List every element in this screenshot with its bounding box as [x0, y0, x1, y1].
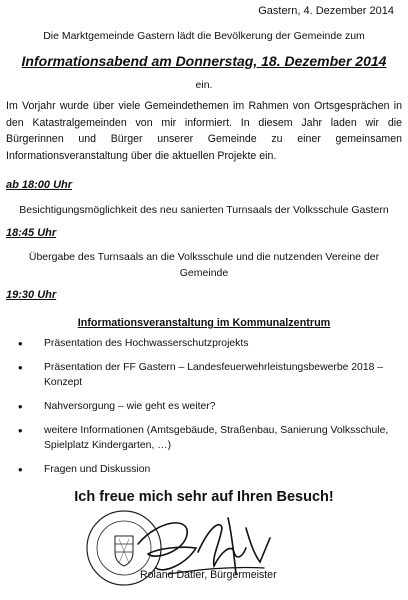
schedule-time-1: ab 18:00 Uhr — [6, 179, 73, 191]
closing-line: Ich freue mich sehr auf Ihren Besuch! — [74, 489, 334, 505]
schedule-time-3: 19:30 Uhr — [6, 289, 57, 301]
schedule-time-2: 18:45 Uhr — [6, 227, 57, 239]
intro-line: Die Marktgemeinde Gastern lädt die Bevölkerung der Gemeinde zum — [43, 30, 365, 42]
event-title: Informationsabend am Donnerstag, 18. Dezember 2014 — [21, 53, 387, 69]
signer-name: Roland Datler, Bürgermeister — [140, 569, 277, 581]
schedule-text-2: Übergabe des Turnsaals an die Volksschule und die nutzenden Vereine der Gemeinde — [28, 251, 380, 279]
letter-date: Gastern, 4. Dezember 2014 — [258, 5, 394, 17]
program-list — [18, 336, 398, 486]
schedule-text-1: Besichtigungsmöglichkeit des neu sanierten Turnsaals der Volksschule Gastern — [19, 204, 389, 216]
intro-closing-word: ein. — [195, 79, 213, 91]
program-item: • Präsentation der FF Gastern – Landesfeuerwehrleistungsbewerbe 2018 – Konzept — [18, 360, 398, 390]
program-item: • Präsentation des Hochwasserschutzprojekts — [18, 336, 398, 351]
body-paragraph: Im Vorjahr wurde über viele Gemeindethemen im Rahmen von Ortsgesprächen in den Katastralgemeinden von mir informiert. In diesem Jahr laden wir die Bürgerinnen und Bürger unserer Gemeinde zu einer gemeinsamen Informationsveranstaltung über die aktuellen Projekte ein. — [6, 100, 402, 162]
program-item: • Nahversorgung – wie geht es weiter? — [18, 399, 398, 414]
program-item: • weitere Informationen (Amtsgebäude, Straßenbau, Sanierung Volksschule, Spielplatz Kindergarten, …) — [18, 423, 398, 453]
program-heading: Informationsveranstaltung im Kommunalzentrum — [77, 317, 331, 329]
program-item: • Fragen und Diskussion — [18, 462, 398, 477]
